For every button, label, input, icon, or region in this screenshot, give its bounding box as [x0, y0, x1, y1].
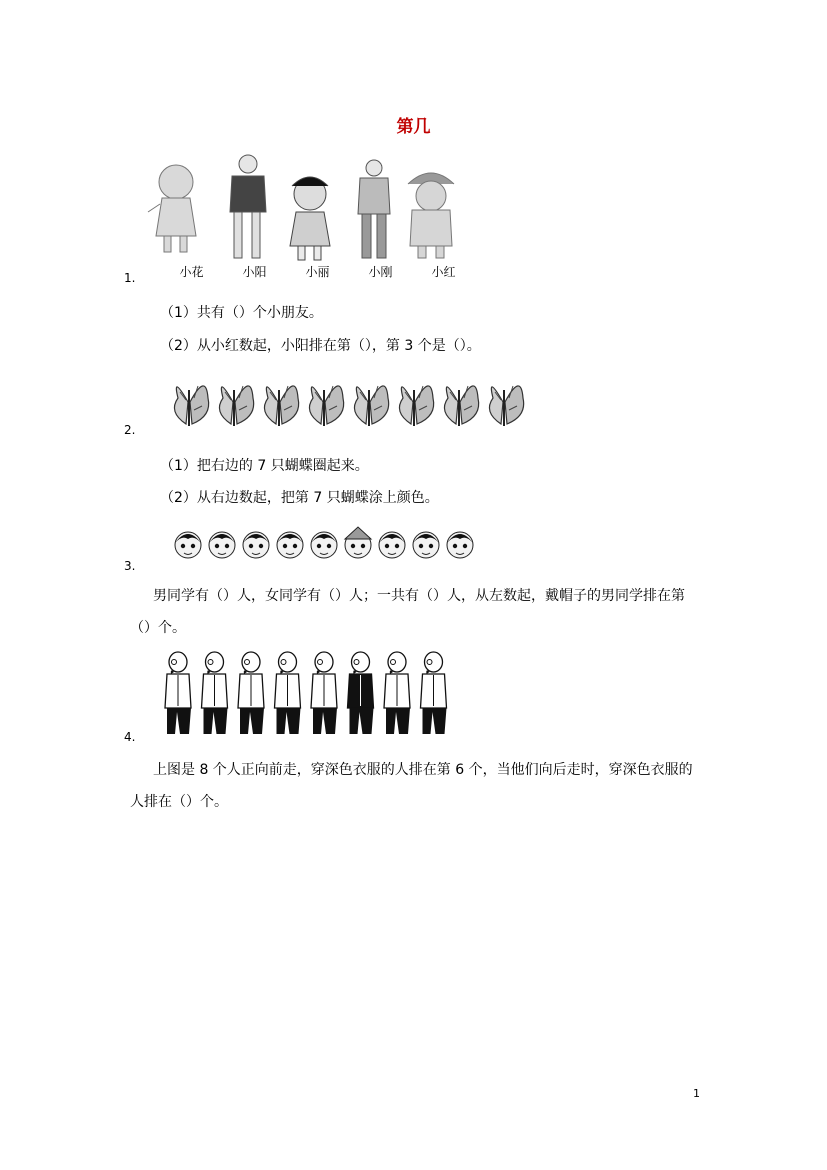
- child-name: 小丽: [305, 265, 330, 279]
- students-row: [172, 525, 492, 563]
- person-icon: [384, 652, 410, 734]
- student-face-icon: [345, 527, 371, 558]
- question-number: 1.: [124, 271, 136, 285]
- child-figure: [290, 177, 330, 260]
- child-name: 小刚: [368, 265, 393, 279]
- student-face-icon: [277, 532, 303, 558]
- person-icon: [165, 652, 191, 734]
- person-icon: [311, 652, 337, 734]
- butterfly-icon: [399, 386, 433, 426]
- question-text: （1）把右边的 7 只蝴蝶圈起来。: [160, 458, 369, 474]
- question-text: 人排在（）个。: [130, 794, 228, 810]
- question-number: 3.: [124, 559, 136, 573]
- page-number: 1: [693, 1087, 700, 1100]
- page-title: 第几: [396, 117, 431, 137]
- person-icon: [202, 652, 228, 734]
- person-icon: [238, 652, 264, 734]
- child-name: 小花: [179, 265, 204, 279]
- question-text: （2）从右边数起，把第 7 只蝴蝶涂上颜色。: [160, 490, 439, 506]
- child-name: 小阳: [242, 265, 267, 279]
- children-names: [160, 263, 475, 280]
- butterfly-icon: [444, 386, 478, 426]
- question-number: 4.: [124, 730, 136, 744]
- butterfly-icon: [264, 386, 298, 426]
- child-name: 小红: [431, 265, 456, 279]
- question-text: 男同学有（）人，女同学有（）人；一共有（）人，从左数起，戴帽子的男同学排在第: [153, 588, 685, 604]
- person-icon: [421, 652, 447, 734]
- question-text: （2）从小红数起，小阳排在第（），第 3 个是（）。: [160, 338, 481, 354]
- student-face-icon: [243, 532, 269, 558]
- people-row: [162, 650, 482, 740]
- question-text: （）个。: [130, 620, 186, 636]
- student-face-icon: [413, 532, 439, 558]
- child-figure: [148, 165, 196, 252]
- butterfly-icon: [219, 386, 253, 426]
- student-face-icon: [209, 532, 235, 558]
- student-face-icon: [379, 532, 405, 558]
- butterfly-icon: [174, 386, 208, 426]
- student-face-icon: [447, 532, 473, 558]
- butterflies-row: [168, 372, 538, 432]
- butterfly-icon: [309, 386, 343, 426]
- child-figure: [230, 155, 266, 258]
- question-number: 2.: [124, 423, 136, 437]
- student-face-icon: [175, 532, 201, 558]
- question-text: （1）共有（）个小朋友。: [160, 305, 323, 321]
- butterfly-icon: [354, 386, 388, 426]
- person-icon: [275, 652, 301, 734]
- question-text: 上图是 8 个人正向前走，穿深色衣服的人排在第 6 个，当他们向后走时，穿深色衣服的: [153, 762, 693, 778]
- student-face-icon: [311, 532, 337, 558]
- butterfly-icon: [489, 386, 523, 426]
- child-figure: [358, 160, 390, 258]
- child-figure: [408, 173, 454, 258]
- dark-clothed-person-icon: [348, 652, 374, 734]
